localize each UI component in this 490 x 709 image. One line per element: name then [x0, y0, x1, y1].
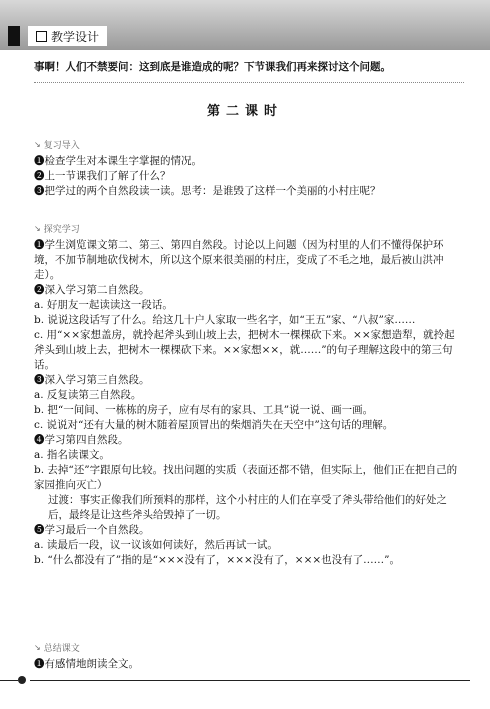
- square-icon: [36, 31, 47, 42]
- section-head-summary: [34, 641, 80, 654]
- list-item: b. “什么都没有了”指的是“×××没有了，×××没有了，×××也没有了……”。: [34, 554, 401, 566]
- arrow-icon: ↘: [34, 643, 41, 652]
- section-head-label: 总结课文: [43, 644, 80, 654]
- list-item: ❶检查学生对本课生字掌握的情况。: [34, 155, 202, 167]
- header-label: [28, 26, 107, 46]
- list-item: c. 说说对“还有大量的树木随着屋顶冒出的柴烟消失在天空中”这句话的理解。: [34, 419, 394, 431]
- list-item: b. 说说这段话写了什么。给这几十户人家取一些名字，如“王五”家、“八叔”家……: [34, 314, 416, 326]
- list-item: ❸把学过的两个自然段读一读。思考：是谁毁了这样一个美丽的小村庄呢？: [34, 185, 381, 197]
- page-title: 第二课时: [206, 104, 283, 119]
- footer-rule: [30, 680, 470, 681]
- list-item: ❶有感情地朗读全文。: [34, 658, 139, 670]
- list-item: a. 反复读第三自然段。: [34, 389, 142, 401]
- section-head-label: 复习导入: [43, 141, 80, 151]
- section-head-explore: [34, 222, 80, 235]
- list-item: b. 去掉“还”字跟原句比较。找出问题的实质（表面还都不错，但实际上，他们正在把自己的家园推向灭亡）: [34, 464, 458, 491]
- arrow-icon: ↘: [34, 140, 41, 149]
- list-item: a. 指名读课文。: [34, 449, 110, 461]
- header-tab-marker: [8, 26, 20, 46]
- section-head-label: 探究学习: [43, 225, 80, 235]
- list-item: c. 用“××家想盖房，就拎起斧头到山坡上去，把树木一棵棵砍下来。××家想造犁，就拎起斧头到山坡上去，把树木一棵棵砍下来。××家想××，就……”的句子理解这段中的第三句话。: [34, 329, 455, 371]
- transition-paragraph: 过渡：事实正像我们所预料的那样，这个小村庄的人们在享受了斧头带给他们的好处之后，最终是让这些斧头给毁掉了一切。: [48, 494, 447, 521]
- section-head-review: [34, 138, 80, 151]
- summary-list: [34, 657, 464, 672]
- header-label-text: 教学设计: [51, 29, 100, 44]
- list-item: ❶学生浏览课文第二、第三、第四自然段。讨论以上问题（因为村里的人们不懂得保护环境，不加节制地砍伐树木，所以这个原来很美丽的村庄，变成了不毛之地，最后被山洪冲走）。: [34, 239, 444, 281]
- list-item: a. 读最后一段，议一议该如何读好，然后再试一试。: [34, 539, 278, 551]
- list-item: ❷深入学习第二自然段。: [34, 284, 150, 296]
- arrow-icon: ↘: [34, 224, 41, 233]
- divider: [34, 82, 464, 83]
- list-item: ❺学习最后一个自然段。: [34, 524, 150, 536]
- intro-paragraph: 事啊！人们不禁要问：这到底是谁造成的呢？下节课我们再来探讨这个问题。: [34, 61, 391, 73]
- list-item: a. 好朋友一起读读这一段话。: [34, 299, 173, 311]
- explore-list: [34, 238, 464, 568]
- footer-dot: [18, 676, 26, 684]
- footer-rule-left: [0, 680, 18, 681]
- list-item: b. 把“一间间、一栋栋的房子，应有尽有的家具、工具”说一说、画一画。: [34, 404, 374, 416]
- list-item: ❹学习第四自然段。: [34, 434, 129, 446]
- list-item: ❸深入学习第三自然段。: [34, 374, 150, 386]
- review-list: [34, 154, 464, 199]
- list-item: ❷上一节课我们了解了什么？: [34, 170, 171, 182]
